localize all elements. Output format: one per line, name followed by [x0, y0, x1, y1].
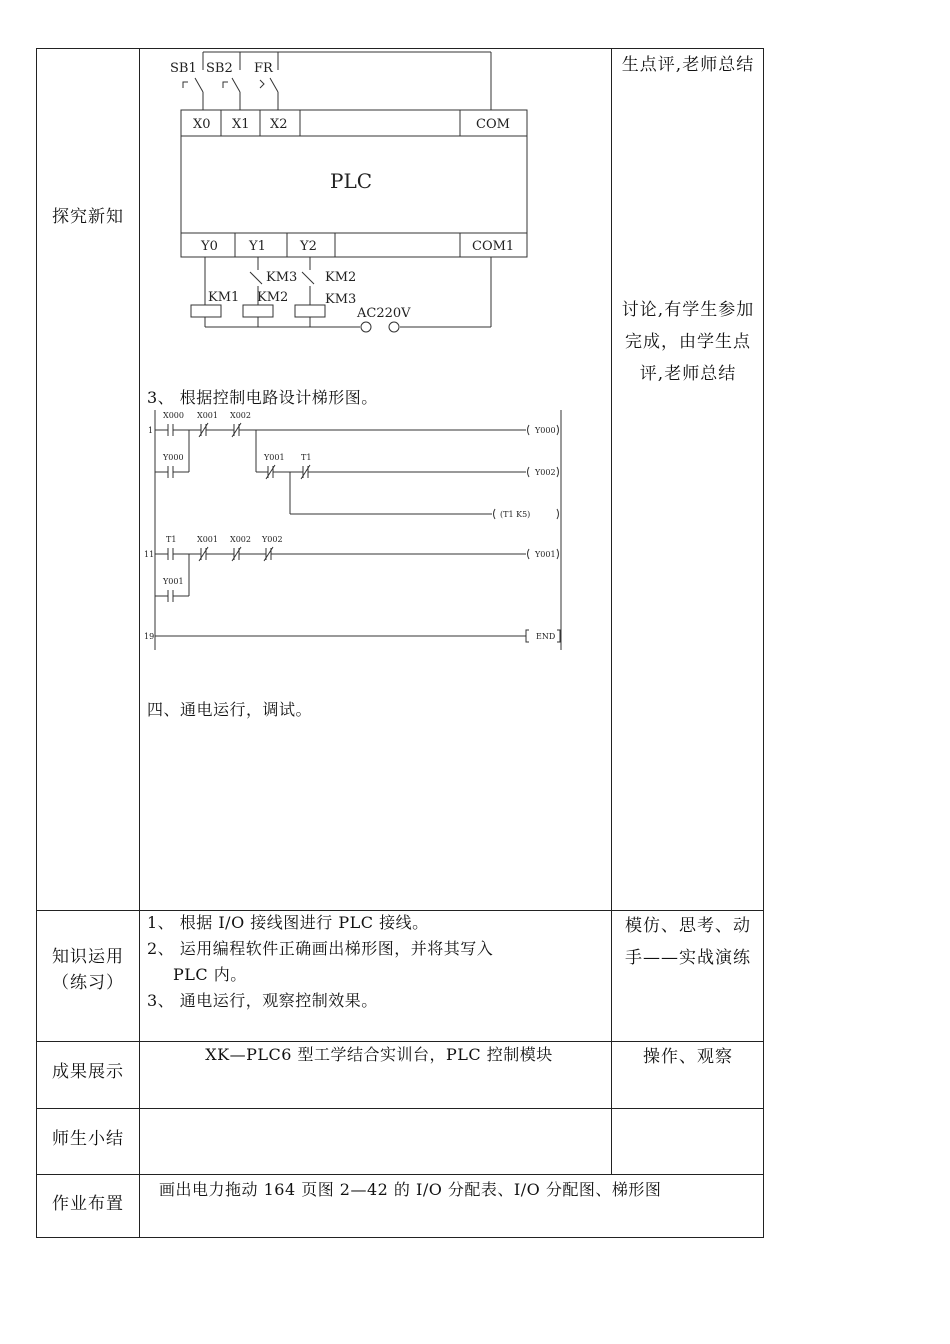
practice-item: 1、 根据 I/O 接线图进行 PLC 接线。 [147, 913, 429, 932]
ladder-step: 11 [144, 550, 155, 559]
ladder-contact-label: T1 [301, 453, 312, 462]
homework-content: 画出电力拖动 164 页图 2—42 的 I/O 分配表、I/O 分配图、梯形图 [159, 1180, 662, 1199]
ladder-step: 1 [148, 426, 154, 435]
practice-item: 3、 通电运行，观察控制效果。 [147, 991, 378, 1010]
wiring-label: KM3 [266, 270, 298, 285]
row-label-explore: 探究新知 [52, 207, 124, 227]
wiring-label: KM2 [257, 290, 289, 305]
ladder-output-label: END [536, 632, 556, 641]
ladder-contact-label: Y002 [262, 535, 283, 544]
wiring-label: KM1 [208, 290, 240, 305]
practice-right-note: 模仿、思考、动手——实战演练 [625, 916, 751, 968]
ladder-output-label: Y001 [535, 550, 556, 559]
right-note-2: 讨论,有学生参加完成，由学生点评,老师总结 [621, 300, 755, 384]
practice-item: PLC 内。 [173, 965, 247, 984]
step-3-text: 3、 根据控制电路设计梯形图。 [147, 388, 378, 407]
practice-list [147, 910, 607, 1014]
wiring-label: X2 [270, 117, 288, 132]
practice-label-line1: 知识运用 [52, 947, 124, 967]
results-right-note: 操作、观察 [643, 1047, 733, 1067]
ladder-contact-label: X000 [163, 411, 184, 420]
wiring-label: KM2 [325, 270, 357, 285]
wiring-label: COM [476, 117, 510, 132]
wiring-label: X0 [193, 117, 211, 132]
column-divider [139, 48, 140, 1238]
ladder-contact-label: Y000 [163, 453, 184, 462]
plc-title: PLC [330, 169, 373, 193]
practice-item: 2、 运用编程软件正确画出梯形图，并将其写入 [147, 939, 494, 958]
column-divider [611, 48, 612, 1175]
ladder-contact-label: X001 [197, 411, 218, 420]
ladder-contact-label: X002 [230, 535, 251, 544]
lesson-table [36, 48, 764, 1238]
step-4-text: 四、通电运行，调试。 [147, 700, 313, 719]
ladder-contact-label: Y001 [264, 453, 285, 462]
wiring-label: FR [254, 61, 273, 76]
ladder-contact-label: Y001 [163, 577, 184, 586]
wiring-label: Y0 [201, 239, 218, 254]
wiring-label: COM1 [472, 239, 515, 254]
ladder-contact-label: X002 [230, 411, 251, 420]
row-divider [37, 1108, 763, 1109]
ladder-output-label: Y000 [535, 426, 556, 435]
ladder-contact-label: X001 [197, 535, 218, 544]
wiring-label: AC220V [357, 306, 411, 321]
row-label-results: 成果展示 [52, 1062, 124, 1082]
practice-label-line2: （练习） [52, 973, 124, 993]
wiring-label: SB2 [206, 61, 233, 76]
row-label-summary: 师生小结 [52, 1129, 124, 1149]
ladder-contact-label: T1 [166, 535, 177, 544]
results-content: XK—PLC6 型工学结合实训台，PLC 控制模块 [205, 1045, 553, 1064]
wiring-label: X1 [232, 117, 250, 132]
wiring-label: Y2 [300, 239, 317, 254]
row-divider [37, 1174, 763, 1175]
ladder-output-label: (T1 K5) [500, 510, 531, 519]
row-label-practice [37, 944, 139, 996]
wiring-label: Y1 [249, 239, 266, 254]
ladder-step: 19 [144, 632, 155, 641]
ladder-output-label: Y002 [535, 468, 556, 477]
right-note-1: 生点评,老师总结 [621, 55, 755, 75]
wiring-label: KM3 [325, 292, 357, 307]
wiring-label: SB1 [170, 61, 197, 76]
row-label-homework: 作业布置 [52, 1194, 124, 1214]
